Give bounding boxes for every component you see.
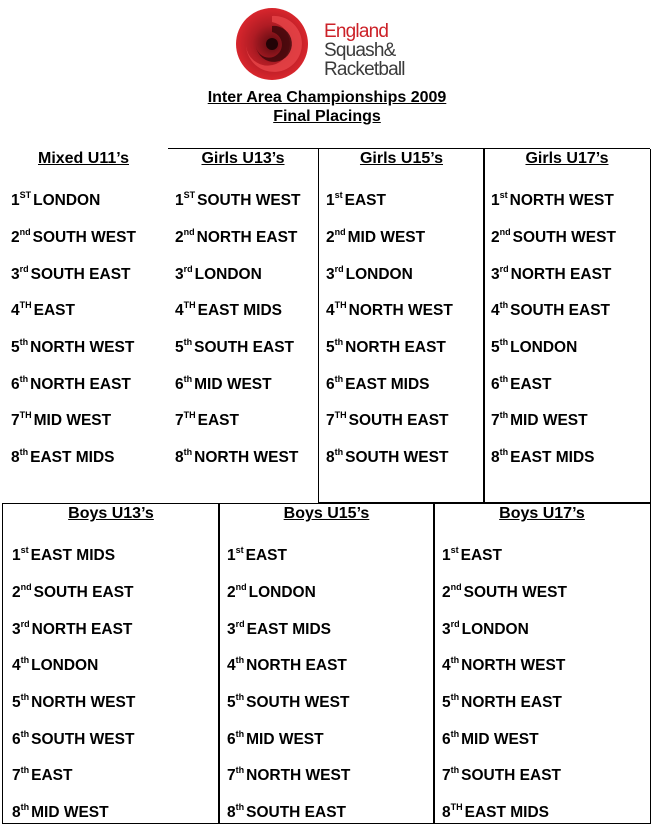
placing-number: 6 <box>11 376 20 393</box>
placing-ordinal: rd <box>334 264 344 274</box>
placing-ordinal: th <box>499 374 509 384</box>
placing-row <box>442 655 565 675</box>
placing-row <box>227 692 349 712</box>
bottom-heading: Boys U15’s <box>283 505 370 522</box>
placing-ordinal: nd <box>20 582 32 592</box>
area-name: NORTH WEST <box>31 694 136 711</box>
placing-row <box>326 190 386 210</box>
placing-row <box>175 410 239 430</box>
placing-ordinal: TH <box>334 300 347 310</box>
area-name: SOUTH WEST <box>246 694 350 711</box>
placing-number: 1 <box>175 192 184 209</box>
placing-row <box>11 227 136 247</box>
bottom-panel-2 <box>433 503 651 824</box>
bottom-top-line <box>2 503 650 504</box>
placing-row <box>12 582 134 602</box>
placing-row <box>175 447 298 467</box>
area-name: MID WEST <box>31 804 109 821</box>
placing-row <box>11 264 131 284</box>
placing-row <box>175 264 262 284</box>
placing-ordinal: th <box>19 447 29 457</box>
area-name: SOUTH WEST <box>512 229 616 246</box>
logo-line-1: England <box>324 21 389 42</box>
placing-ordinal: TH <box>19 410 32 420</box>
placing-number: 3 <box>491 266 500 283</box>
placing-row <box>175 337 294 357</box>
placing-number: 8 <box>12 804 21 821</box>
area-name: NORTH EAST <box>31 621 133 638</box>
area-name: NORTH WEST <box>30 339 135 356</box>
placing-number: 7 <box>227 767 236 784</box>
placing-number: 8 <box>11 449 20 466</box>
placing-ordinal: th <box>450 655 460 665</box>
placing-row <box>227 802 346 822</box>
area-name: SOUTH WEST <box>31 731 135 748</box>
placing-row <box>11 447 115 467</box>
placing-row <box>326 447 448 467</box>
swirl-logo-icon <box>232 6 320 82</box>
area-name: LONDON <box>31 657 99 674</box>
placing-ordinal: rd <box>19 264 29 274</box>
placing-row <box>491 410 588 430</box>
placing-ordinal: nd <box>183 227 195 237</box>
placing-number: 8 <box>491 449 500 466</box>
placing-row <box>11 337 134 357</box>
area-name: SOUTH EAST <box>510 302 611 319</box>
area-name: NORTH EAST <box>246 657 347 674</box>
top-heading: Mixed U11’s <box>37 150 129 167</box>
area-name: NORTH EAST <box>510 266 612 283</box>
placing-ordinal: th <box>19 337 29 347</box>
placing-number: 5 <box>11 339 20 356</box>
placing-number: 2 <box>442 584 451 601</box>
area-name: MID WEST <box>194 376 272 393</box>
england-squash-logo <box>232 6 432 82</box>
placing-row <box>12 692 135 712</box>
area-name: SOUTH EAST <box>246 804 347 821</box>
placing-row <box>442 582 567 602</box>
bottom-heading: Boys U13’s <box>68 505 154 522</box>
placing-row <box>12 655 98 675</box>
area-name: NORTH EAST <box>30 376 131 393</box>
placing-row <box>227 655 347 675</box>
placing-ordinal: TH <box>450 802 463 812</box>
placing-number: 7 <box>326 412 335 429</box>
placing-number: 1 <box>491 192 500 209</box>
placing-number: 2 <box>491 229 500 246</box>
area-name: EAST MIDS <box>464 804 550 821</box>
placing-ordinal: rd <box>183 264 193 274</box>
placing-number: 3 <box>175 266 184 283</box>
placing-number: 4 <box>12 657 21 674</box>
placing-number: 2 <box>175 229 184 246</box>
placing-row <box>326 300 453 320</box>
bottom-heading: Boys U17’s <box>499 505 585 522</box>
bottom-panel-0 <box>2 503 220 824</box>
placing-ordinal: ST <box>19 190 32 200</box>
placing-row <box>326 227 425 247</box>
top-heading: Girls U15’s <box>359 150 443 167</box>
placing-ordinal: th <box>19 374 29 384</box>
area-name: EAST <box>31 767 73 784</box>
document-title: Inter Area Championships 2009 <box>207 89 447 106</box>
area-name: SOUTH EAST <box>348 412 449 429</box>
placing-ordinal: th <box>20 802 30 812</box>
placing-row <box>12 545 115 565</box>
placing-row <box>11 300 75 320</box>
document-subtitle: Final Placings <box>273 108 381 125</box>
area-name: SOUTH WEST <box>32 229 136 246</box>
placing-row <box>227 765 350 785</box>
logo-line-2: Squash& <box>324 40 396 61</box>
placing-ordinal: TH <box>19 300 32 310</box>
placing-ordinal: th <box>235 692 245 702</box>
placing-number: 3 <box>12 621 21 638</box>
placing-ordinal: rd <box>499 264 509 274</box>
area-name: EAST MIDS <box>30 449 115 466</box>
area-name: EAST <box>197 412 239 429</box>
placing-ordinal: nd <box>450 582 462 592</box>
area-name: MID WEST <box>510 412 588 429</box>
placing-row <box>175 300 282 320</box>
placing-ordinal: TH <box>334 410 347 420</box>
area-name: SOUTH EAST <box>33 584 134 601</box>
placing-number: 3 <box>11 266 20 283</box>
placing-ordinal: th <box>450 765 460 775</box>
top-rule-line <box>168 148 650 149</box>
placing-ordinal: nd <box>19 227 31 237</box>
area-name: LONDON <box>461 621 529 638</box>
top-panel-1 <box>168 149 318 502</box>
placing-number: 8 <box>326 449 335 466</box>
logo-text <box>324 22 405 79</box>
placing-number: 4 <box>442 657 451 674</box>
placing-number: 3 <box>227 621 236 638</box>
placing-number: 5 <box>491 339 500 356</box>
placing-ordinal: th <box>499 337 509 347</box>
placing-number: 5 <box>326 339 335 356</box>
area-name: MID WEST <box>33 412 112 429</box>
area-name: LONDON <box>248 584 316 601</box>
placing-number: 5 <box>227 694 236 711</box>
placing-ordinal: th <box>20 729 30 739</box>
placing-number: 3 <box>442 621 451 638</box>
area-name: EAST <box>510 376 552 393</box>
placing-row <box>442 619 529 639</box>
placing-row <box>326 337 446 357</box>
area-name: EAST MIDS <box>246 621 332 638</box>
placing-ordinal: th <box>334 337 344 347</box>
placing-row <box>491 337 577 357</box>
placing-row <box>11 374 131 394</box>
placing-number: 5 <box>175 339 184 356</box>
area-name: SOUTH EAST <box>461 767 562 784</box>
placing-number: 7 <box>175 412 184 429</box>
area-name: EAST MIDS <box>510 449 595 466</box>
area-name: NORTH WEST <box>246 767 351 784</box>
placing-number: 1 <box>442 547 451 564</box>
placing-row <box>491 190 614 210</box>
placing-number: 6 <box>175 376 184 393</box>
placing-number: 8 <box>227 804 236 821</box>
placing-number: 8 <box>442 804 451 821</box>
placing-row <box>491 374 551 394</box>
placing-ordinal: TH <box>183 300 196 310</box>
top-panel-2 <box>318 149 485 503</box>
placing-ordinal: nd <box>499 227 511 237</box>
placing-ordinal: th <box>334 447 344 457</box>
area-name: EAST <box>344 192 386 209</box>
placing-ordinal: st <box>334 190 343 200</box>
area-name: EAST MIDS <box>345 376 430 393</box>
placing-ordinal: rd <box>450 619 460 629</box>
placing-ordinal: th <box>235 765 245 775</box>
placing-row <box>442 545 502 565</box>
placing-number: 1 <box>12 547 21 564</box>
placing-ordinal: th <box>499 447 509 457</box>
top-heading: Girls U17’s <box>525 150 609 167</box>
top-heading: Girls U13’s <box>201 150 285 167</box>
placing-number: 1 <box>227 547 236 564</box>
placing-number: 4 <box>326 302 335 319</box>
placing-row <box>326 410 449 430</box>
placing-ordinal: th <box>235 655 245 665</box>
area-name: EAST <box>245 547 287 564</box>
placing-number: 2 <box>12 584 21 601</box>
area-name: MID WEST <box>461 731 539 748</box>
placing-number: 7 <box>12 767 21 784</box>
placing-ordinal: th <box>499 300 509 310</box>
placing-row <box>175 374 272 394</box>
placing-row <box>491 300 610 320</box>
placing-number: 6 <box>442 731 451 748</box>
placing-number: 6 <box>12 731 21 748</box>
placing-row <box>491 447 595 467</box>
placing-number: 4 <box>11 302 20 319</box>
placing-number: 8 <box>175 449 184 466</box>
area-name: SOUTH EAST <box>30 266 131 283</box>
placing-row <box>12 802 109 822</box>
placing-ordinal: st <box>20 545 29 555</box>
placing-number: 6 <box>227 731 236 748</box>
placing-ordinal: TH <box>183 410 196 420</box>
area-name: SOUTH WEST <box>345 449 449 466</box>
placing-number: 2 <box>227 584 236 601</box>
placing-number: 2 <box>326 229 335 246</box>
placing-number: 2 <box>11 229 20 246</box>
placing-ordinal: nd <box>235 582 247 592</box>
placing-number: 4 <box>175 302 184 319</box>
area-name: EAST <box>33 302 75 319</box>
placing-row <box>442 802 549 822</box>
placing-row <box>227 582 316 602</box>
area-name: NORTH EAST <box>461 694 562 711</box>
area-name: EAST MIDS <box>197 302 283 319</box>
placing-number: 5 <box>442 694 451 711</box>
placing-ordinal: th <box>235 802 245 812</box>
placing-number: 4 <box>227 657 236 674</box>
placing-row <box>227 729 324 749</box>
placing-row <box>442 765 561 785</box>
placing-ordinal: st <box>235 545 244 555</box>
placing-ordinal: th <box>334 374 344 384</box>
placing-number: 3 <box>326 266 335 283</box>
area-name: SOUTH EAST <box>194 339 295 356</box>
placing-row <box>12 729 134 749</box>
placing-number: 4 <box>491 302 500 319</box>
placing-row <box>491 264 611 284</box>
area-name: LONDON <box>194 266 262 283</box>
placing-ordinal: rd <box>235 619 245 629</box>
placing-ordinal: th <box>450 692 460 702</box>
placing-row <box>12 619 132 639</box>
area-name: MID WEST <box>347 229 426 246</box>
area-name: EAST MIDS <box>30 547 116 564</box>
placing-number: 7 <box>442 767 451 784</box>
area-name: NORTH WEST <box>461 657 566 674</box>
placing-row <box>227 619 331 639</box>
placing-ordinal: st <box>499 190 508 200</box>
placing-number: 6 <box>491 376 500 393</box>
area-name: NORTH EAST <box>196 229 298 246</box>
placing-row <box>175 227 297 247</box>
placing-ordinal: nd <box>334 227 346 237</box>
placing-row <box>175 190 300 210</box>
area-name: EAST <box>460 547 502 564</box>
placing-row <box>11 410 111 430</box>
placing-ordinal: th <box>20 655 30 665</box>
placing-number: 7 <box>491 412 500 429</box>
area-name: NORTH EAST <box>345 339 446 356</box>
placing-ordinal: th <box>183 374 193 384</box>
placing-ordinal: st <box>450 545 459 555</box>
placing-ordinal: rd <box>20 619 30 629</box>
area-name: SOUTH WEST <box>463 584 567 601</box>
area-name: SOUTH WEST <box>197 192 301 209</box>
placing-number: 1 <box>326 192 335 209</box>
placing-number: 5 <box>12 694 21 711</box>
area-name: NORTH WEST <box>509 192 614 209</box>
top-panel-3 <box>483 149 651 503</box>
placing-ordinal: th <box>20 765 30 775</box>
area-name: NORTH WEST <box>194 449 299 466</box>
area-name: MID WEST <box>246 731 324 748</box>
bottom-panel-1 <box>218 503 435 824</box>
placing-ordinal: th <box>183 447 193 457</box>
placing-row <box>442 692 562 712</box>
area-name: LONDON <box>33 192 101 209</box>
placing-row <box>442 729 539 749</box>
area-name: NORTH WEST <box>348 302 453 319</box>
placing-row <box>491 227 616 247</box>
placing-ordinal: th <box>20 692 30 702</box>
area-name: LONDON <box>510 339 578 356</box>
placing-ordinal: th <box>450 729 460 739</box>
placing-number: 6 <box>326 376 335 393</box>
top-panel-0 <box>2 149 165 502</box>
placing-ordinal: ST <box>183 190 196 200</box>
placing-row <box>11 190 100 210</box>
placing-number: 1 <box>11 192 20 209</box>
placing-row <box>326 264 413 284</box>
placing-ordinal: th <box>235 729 245 739</box>
placing-row <box>227 545 287 565</box>
placing-ordinal: th <box>183 337 193 347</box>
placing-ordinal: th <box>499 410 509 420</box>
logo-line-3: Racketball <box>324 59 405 80</box>
placing-row <box>12 765 72 785</box>
placing-row <box>326 374 430 394</box>
area-name: LONDON <box>345 266 413 283</box>
placing-number: 7 <box>11 412 20 429</box>
